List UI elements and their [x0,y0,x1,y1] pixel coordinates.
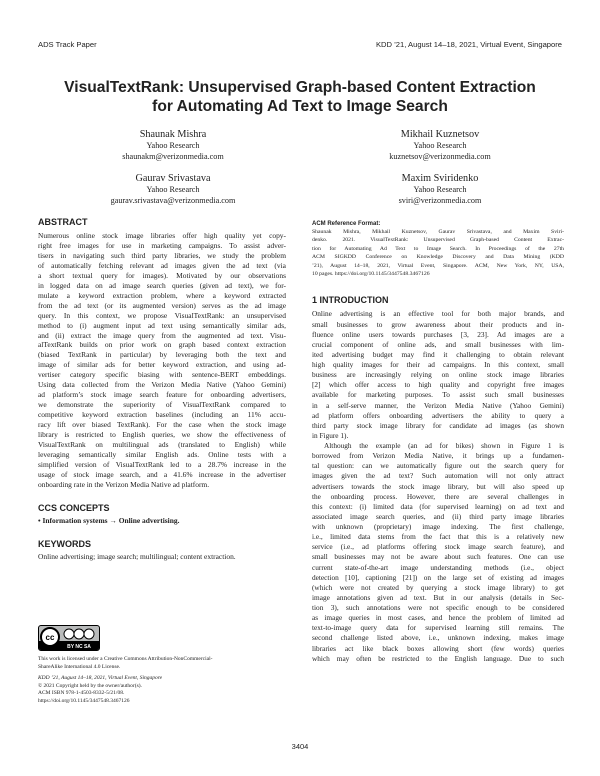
introduction-line: [2] which offer access to high quality and copyright free images [312,380,564,390]
introduction-line: i.e., limited data stems from the fact that this is a relatively new [312,532,564,542]
introduction-line: service (i.e., ad platforms offering stock image search feature), and [312,542,564,552]
abstract-line: we demonstrate the superiority of VisualTextRank compared to [38,400,286,410]
introduction-line: borrowed from Verizon Media Native, it brings up a fundamen- [312,451,564,461]
introduction-line: libraries act like black boxes allowing short (few words) queries [312,643,564,653]
author-affiliation: Yahoo Research [413,185,467,194]
running-header-left: ADS Track Paper [38,40,97,49]
abstract-line: from the ad text (or its augmented version) serves as the ad image [38,300,286,310]
abstract-line: query. In this context, we propose VisualTextRank: an unsupervised [38,310,286,320]
acm-reference-line: ACM SIGKDD Conference on Knowledge Discovery and Data Mining (KDD [312,254,564,261]
acm-reference-line: tion for Automating Ad Text to Image Search. In Proceedings of the 27th [312,245,564,252]
abstract-line: racy lift over biased TextRank). For the case when the stock image [38,420,286,430]
abstract-line: (biased TextRank in particular) by leveraging both the text and [38,350,286,360]
title-line: VisualTextRank: Unsupervised Graph-based Content Extraction [64,79,536,96]
acm-reference-line: Shaunak Mishra, Mikhail Kuznetsov, Gaurav Srivastava, and Maxim Sviri- [312,229,564,235]
introduction-line: the onboarding process. However, there are several challenges in [312,491,564,501]
introduction-line: in Figure 1). [312,430,349,440]
author-block [53,172,293,206]
title-line: for Automating Ad Text to Image Search [152,98,448,115]
abstract-line: VisualTextRank on multilingual ads (translated to English) while [38,440,286,450]
abstract-body [38,231,286,490]
author-email: shaunakm@verizonmedia.com [122,151,224,161]
abstract-line: of automatically fetching relevant ad images given the ad text (via [38,260,286,270]
author-affiliation: Yahoo Research [146,185,200,194]
author-block [320,172,560,206]
abstract-line: onboarding rate in the Verizon Media Native ad platform. [38,479,210,489]
abstract-line: ad platform’s stock image search feature for onboarding advertisers, [38,390,286,400]
introduction-line: small businesses to grow awareness about their products and in- [312,319,564,329]
running-header-right: KDD ’21, August 14–18, 2021, Virtual Event, Singapore [375,40,562,49]
introduction-line: as image queries in most cases, and hence the problem of limited ad [312,613,564,623]
abstract-line: and (ii) extract the image query from the augmented ad text. Visu- [38,330,286,340]
abstract-line: image of similar ads for better keyword extraction, and using ad- [38,360,286,370]
introduction-line: ad platform offers onboarding advertisers the ability to query a [312,410,564,420]
author-email: gaurav.srivastava@verizonmedia.com [110,195,236,205]
author-block [320,128,560,162]
introduction-line: text-to-image query data for supervised learning still remains. The [312,623,564,633]
introduction-line: small businesses may not be aware about such features. One can use [312,552,564,562]
abstract-line: library is restricted to English queries, we show the effectiveness of [38,430,286,440]
author-affiliation: Yahoo Research [146,141,200,150]
abstract-line: alTextRank builds on prior work on graph based context extraction [38,340,286,350]
introduction-line: third party stock image library for candidate ad images (as shown [312,420,564,430]
introduction-line: Although the example (an ad for bikes) shown in Figure 1 is [324,441,564,451]
acm-reference-body [312,228,564,278]
abstract-line: a short textual query for images). Motivated by our observations [38,270,286,280]
author-block [53,128,293,162]
introduction-line: business are increasingly relying on online stock image libraries [312,370,564,380]
author-name: Shaunak Mishra [139,129,207,140]
abstract-line: usage of stock image search, and a 41.6% increase in the advertiser [38,469,286,479]
abstract-line: right free images for use in marketing campaigns. To assist adver- [38,240,286,250]
acm-reference-line: denko. 2021. VisualTextRank: Unsupervised Graph-based Content Extrac- [312,237,564,244]
introduction-line: associated image search queries, and (ii) third party image libraries [312,511,564,521]
introduction-line: in a self-serve manner, the Verizon Media Native (Yahoo Gemini) [312,400,564,410]
license-line: This work is licensed under a Creative Commons Attribution-NonCommercial- [38,656,213,662]
cc-license-badge [38,625,100,651]
introduction-line: with unknown (proprietary) image indexing. The first challenge, [312,522,564,532]
introduction-line: second challenge listed above, i.e., unknown indexing, makes image [312,633,564,643]
introduction-line: this context: (i) limited data (for supervised learning) on ad text and [312,501,564,511]
acm-reference-heading: ACM Reference Format: [312,221,381,227]
abstract-line: Using data collected from the Verizon Media Native (Yahoo Gemini) [38,380,286,390]
keywords-text: Online advertising; image search; multilingual; content extraction. [38,551,236,561]
author-name: Maxim Sviridenko [401,173,479,184]
license-line: KDD ’21, August 14–18, 2021, Virtual Event, Singapore [38,675,163,682]
introduction-line: tion 3), such annotations were not specific enough to be considered [312,603,564,613]
introduction-line: high quality images for their ad campaigns. In this context, small [312,360,564,370]
introduction-line: Online advertising is an effective tool for both major brands, and [312,309,564,319]
license-line: ShareAlike International 4.0 License. [38,663,121,670]
introduction-line: current state-of-the-art image understanding methods (i.e., object [312,562,564,572]
introduction-line: fluence online users towards purchases [3, 23]. Ad images are a [312,329,564,339]
abstract-heading: ABSTRACT [38,217,88,227]
introduction-paragraph [312,441,564,664]
author-affiliation: Yahoo Research [413,141,467,150]
introduction-heading: 1 INTRODUCTION [312,295,389,306]
abstract-line: tisers in navigating such third party libraries, we study the problem [38,250,286,260]
abstract-line: Numerous online stock image libraries offer high quality yet copy- [38,231,286,240]
abstract-line: leveraging semantically similar English ads. Online tests with a [38,449,286,459]
paper-title [40,78,560,116]
license-line: ACM ISBN 978-1-4503-8332-5/21/08. [38,690,125,697]
keywords-heading: KEYWORDS [38,538,92,549]
introduction-line: detection [10], captioning [21]) on the large set of existing ad images [312,572,564,582]
right-column [312,220,564,664]
introduction-line: available for marketing purposes. To assist such small businesses [312,390,564,400]
introduction-line: (which were not created by querying a stock image library) to get [312,582,564,592]
abstract-line: mulate a keyword extraction problem, where a keyword extracted [38,290,286,300]
introduction-line: ited advertising budget may find it challenging to obtain relevant [312,349,564,359]
license-notice [38,656,288,706]
introduction-line: crucial component of online ads, and small businesses with lim- [312,339,564,349]
author-email: kuznetsov@verizonmedia.com [389,151,491,161]
cc-badge-label: cc [45,633,55,642]
abstract-line: in logged data on ad image search queries (given ad text), we for- [38,280,286,290]
abstract-line: vertiser category specific biasing with sentence-BERT embeddings. [38,370,286,380]
acm-reference-line: 10 pages. https://doi.org/10.1145/3447548.3467126 [312,271,430,278]
ccs-concepts: • Information systems → Online advertising. [38,515,180,525]
abstract-line: competitive keyword extraction baselines (including an 11% accu- [38,410,286,420]
introduction-paragraph [312,309,564,441]
cc-badge-terms: BY NC SA [67,644,91,650]
acm-reference-line: ’21), August 14–18, 2021, Virtual Event, Singapore. ACM, New York, NY, USA, [312,262,564,269]
introduction-line: which may often be restricted to the English language. Due to such [312,653,564,663]
ccs-heading: CCS CONCEPTS [38,502,110,513]
license-doi-link[interactable]: https://doi.org/10.1145/3447548.3467126 [38,697,130,704]
author-email: sviri@verizonmedia.com [398,195,482,205]
abstract-line: simplified version of VisualTextRank led to a 28.7% increase in the [38,459,286,469]
introduction-line: advertisers towards the stock image library, but will also speed up [312,481,564,491]
cc-logo-icon [39,626,99,650]
introduction-line: images given the ad text? Such automation will not only attract [312,471,564,481]
introduction-line: tal question: can we automatically figure out the search query for [312,461,564,471]
introduction-line: image annotations given ad text. But in our analysis (details in Sec- [312,592,564,602]
license-line: © 2021 Copyright held by the owner/author(s). [38,682,142,689]
abstract-line: method to (i) augment input ad text using semantically similar ads, [38,320,286,330]
page-number: 3404 [291,742,309,751]
author-name: Gaurav Srivastava [135,173,211,184]
left-column [38,216,286,562]
author-name: Mikhail Kuznetsov [400,129,480,140]
